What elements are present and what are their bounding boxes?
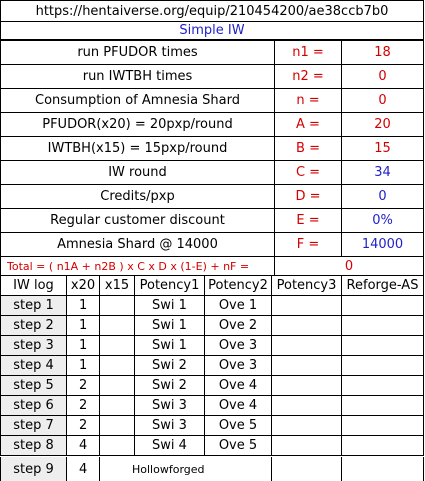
step-label: step 4: [13, 358, 54, 373]
header-x20: [67, 276, 100, 295]
x15-cell[interactable]: [100, 296, 135, 315]
subtitle: Simple IW: [179, 23, 245, 38]
potency3-cell[interactable]: [272, 316, 342, 335]
param-label: IW round: [108, 165, 167, 180]
param-row: [0, 41, 424, 65]
param-var: n1 =: [292, 45, 324, 60]
step-cell[interactable]: [0, 336, 67, 355]
x20-value: 1: [79, 318, 88, 333]
x20-cell[interactable]: [67, 416, 100, 435]
potency2-cell[interactable]: [205, 296, 272, 315]
x20-cell[interactable]: [67, 457, 100, 481]
param-value: 18: [374, 45, 391, 60]
hollowforged-note: Hollowforged: [132, 462, 205, 476]
potency2-cell[interactable]: [205, 336, 272, 355]
header-iw-log-label: IW log: [13, 278, 54, 293]
total-row: [0, 257, 424, 276]
param-var-cell: [275, 137, 342, 160]
param-value-cell[interactable]: [342, 41, 424, 64]
potency2-cell[interactable]: [205, 436, 272, 455]
header-potency2-label: Potency2: [208, 278, 268, 293]
header-potency3-label: Potency3: [276, 278, 337, 293]
step-label: step 7: [13, 418, 54, 433]
param-var: n =: [296, 93, 320, 108]
potency1-value: Swi 2: [152, 378, 187, 393]
x20-cell[interactable]: [67, 436, 100, 455]
x15-cell[interactable]: [100, 416, 135, 435]
param-var: A =: [296, 117, 320, 132]
header-x15: [100, 276, 135, 295]
potency1-cell[interactable]: [135, 396, 205, 415]
potency2-value: Ove 2: [218, 318, 258, 333]
header-potency1-label: Potency1: [139, 278, 200, 293]
reforge-as-cell[interactable]: [342, 457, 424, 481]
reforge-as-cell[interactable]: [342, 356, 424, 375]
param-label-cell: [0, 113, 275, 136]
header-reforge-as: [342, 276, 424, 295]
param-value-cell[interactable]: [342, 65, 424, 88]
header-potency1: [135, 276, 205, 295]
x20-cell[interactable]: [67, 316, 100, 335]
param-var: F =: [296, 237, 320, 252]
x20-value: 2: [79, 398, 88, 413]
reforge-as-cell[interactable]: [342, 336, 424, 355]
param-row: [0, 89, 424, 113]
equip-url[interactable]: https://hentaiverse.org/equip/210454200/ae38ccb7b0: [35, 3, 389, 19]
param-value: 14000: [361, 237, 404, 252]
x20-cell[interactable]: [67, 376, 100, 395]
step-label: step 8: [13, 438, 54, 453]
potency2-cell[interactable]: [205, 396, 272, 415]
potency1-cell[interactable]: [135, 316, 205, 335]
potency2-cell[interactable]: [205, 356, 272, 375]
step-label: step 2: [13, 318, 54, 333]
step-label: step 6: [13, 398, 54, 413]
reforge-as-cell[interactable]: [342, 436, 424, 455]
potency1-cell[interactable]: [135, 436, 205, 455]
param-var-cell: [275, 89, 342, 112]
param-label: Regular customer discount: [50, 213, 225, 228]
potency1-value: Swi 3: [152, 398, 187, 413]
potency3-cell[interactable]: [272, 396, 342, 415]
log-row: [0, 376, 424, 396]
param-value: 0: [378, 93, 387, 108]
step-cell[interactable]: [0, 296, 67, 315]
step-cell[interactable]: [0, 356, 67, 375]
param-row: [0, 113, 424, 137]
param-row: [0, 161, 424, 185]
x20-value: 4: [79, 438, 88, 453]
param-var: D =: [295, 189, 321, 204]
total-formula: Total = ( n1A + n2B ) x C x D x (1-E) + nF =: [7, 259, 250, 273]
potency1-value: Swi 1: [152, 338, 187, 353]
reforge-as-cell[interactable]: [342, 396, 424, 415]
x20-value: 2: [79, 418, 88, 433]
potency1-cell[interactable]: [135, 296, 205, 315]
note-cell[interactable]: [100, 457, 272, 481]
subtitle-row: [0, 22, 424, 41]
param-var-cell: [275, 41, 342, 64]
total-value: 0: [344, 258, 354, 274]
x15-cell[interactable]: [100, 356, 135, 375]
param-var-cell: [275, 209, 342, 232]
param-row: [0, 65, 424, 89]
param-row: [0, 137, 424, 161]
param-var: B =: [296, 141, 320, 156]
param-value-cell[interactable]: [342, 209, 424, 232]
log-row: [0, 416, 424, 436]
param-value: 15: [374, 141, 391, 156]
step-label: step 5: [13, 378, 54, 393]
potency1-value: Swi 1: [152, 298, 187, 313]
header-x20-label: x20: [70, 278, 96, 293]
log-row: [0, 396, 424, 416]
potency3-cell[interactable]: [272, 356, 342, 375]
x15-cell[interactable]: [100, 316, 135, 335]
potency3-cell[interactable]: [272, 457, 342, 481]
x20-cell[interactable]: [67, 336, 100, 355]
param-value: 34: [374, 165, 391, 180]
param-value-cell[interactable]: [342, 161, 424, 184]
param-value: 0: [378, 189, 387, 204]
param-row: [0, 233, 424, 257]
potency2-value: Ove 3: [218, 338, 258, 353]
reforge-as-cell[interactable]: [342, 376, 424, 395]
step-cell[interactable]: [0, 376, 67, 395]
potency3-cell[interactable]: [272, 436, 342, 455]
log-row: [0, 336, 424, 356]
log-row-last: [0, 457, 424, 481]
step-cell[interactable]: [0, 436, 67, 455]
param-label: IWTBH(x15) = 15pxp/round: [47, 141, 228, 156]
potency2-value: Ove 3: [218, 358, 258, 373]
potency3-cell[interactable]: [272, 416, 342, 435]
param-value: 0%: [372, 213, 393, 228]
potency1-cell[interactable]: [135, 416, 205, 435]
param-var: E =: [296, 213, 320, 228]
potency1-cell[interactable]: [135, 376, 205, 395]
param-var-cell: [275, 233, 342, 256]
param-label-cell: [0, 41, 275, 64]
param-label-cell: [0, 185, 275, 208]
reforge-as-cell[interactable]: [342, 296, 424, 315]
param-value-cell[interactable]: [342, 185, 424, 208]
param-var-cell: [275, 161, 342, 184]
param-value-cell[interactable]: [342, 233, 424, 256]
param-value: 20: [374, 117, 391, 132]
param-row: [0, 209, 424, 233]
step-cell[interactable]: [0, 396, 67, 415]
step-cell[interactable]: [0, 316, 67, 335]
step-label: step 9: [13, 461, 54, 477]
total-value-cell[interactable]: [275, 257, 424, 275]
param-var: n2 =: [292, 69, 324, 84]
step-cell[interactable]: [0, 416, 67, 435]
header-potency2: [205, 276, 272, 295]
potency2-cell[interactable]: [205, 376, 272, 395]
potency1-cell[interactable]: [135, 356, 205, 375]
param-label-cell: [0, 233, 275, 256]
param-var-cell: [275, 113, 342, 136]
param-var-cell: [275, 65, 342, 88]
step-cell[interactable]: [0, 457, 67, 481]
x15-cell[interactable]: [100, 376, 135, 395]
potency2-value: Ove 4: [218, 398, 258, 413]
param-label-cell: [0, 137, 275, 160]
potency1-value: Swi 4: [152, 438, 187, 453]
subtitle-cell: [0, 22, 424, 39]
potency3-cell[interactable]: [272, 376, 342, 395]
url-row: [0, 0, 424, 22]
header-x15-label: x15: [104, 278, 130, 293]
log-row: [0, 296, 424, 316]
param-label: PFUDOR(x20) = 20pxp/round: [42, 117, 233, 132]
potency2-value: Ove 5: [218, 418, 258, 433]
header-potency3: [272, 276, 342, 295]
x20-cell[interactable]: [67, 296, 100, 315]
x15-cell[interactable]: [100, 396, 135, 415]
param-label-cell: [0, 161, 275, 184]
x20-cell[interactable]: [67, 396, 100, 415]
param-label-cell: [0, 65, 275, 88]
step-label: step 1: [13, 298, 54, 313]
param-label: run IWTBH times: [82, 69, 193, 84]
potency1-value: Swi 3: [152, 418, 187, 433]
x20-value: 1: [79, 298, 88, 313]
log-row: [0, 436, 424, 456]
header-iw-log: [0, 276, 67, 295]
potency2-value: Ove 5: [218, 438, 258, 453]
potency2-value: Ove 4: [218, 378, 258, 393]
potency1-value: Swi 1: [152, 318, 187, 333]
x15-cell[interactable]: [100, 336, 135, 355]
param-label: run PFUDOR times: [77, 45, 198, 60]
param-value-cell[interactable]: [342, 113, 424, 136]
potency1-cell[interactable]: [135, 336, 205, 355]
log-row: [0, 356, 424, 376]
param-row: [0, 185, 424, 209]
equip-url-cell[interactable]: [0, 1, 424, 21]
param-label-cell: [0, 89, 275, 112]
potency3-cell[interactable]: [272, 296, 342, 315]
total-formula-cell: [0, 257, 275, 275]
param-value-cell[interactable]: [342, 89, 424, 112]
param-value-cell[interactable]: [342, 137, 424, 160]
param-var: C =: [295, 165, 321, 180]
param-label: Credits/pxp: [100, 189, 175, 204]
param-value: 0: [378, 69, 387, 84]
x20-cell[interactable]: [67, 356, 100, 375]
x20-value: 1: [79, 358, 88, 373]
log-header-row: [0, 276, 424, 296]
log-row: [0, 316, 424, 336]
param-label-cell: [0, 209, 275, 232]
reforge-as-cell[interactable]: [342, 316, 424, 335]
x20-value: 4: [79, 461, 88, 477]
param-label: Amnesia Shard @ 14000: [57, 237, 218, 252]
param-var-cell: [275, 185, 342, 208]
potency3-cell[interactable]: [272, 336, 342, 355]
step-label: step 3: [13, 338, 54, 353]
x15-cell[interactable]: [100, 436, 135, 455]
potency1-value: Swi 2: [152, 358, 187, 373]
potency2-value: Ove 1: [218, 298, 258, 313]
potency2-cell[interactable]: [205, 316, 272, 335]
header-reforge-as-label: Reforge-AS: [346, 278, 419, 293]
x20-value: 2: [79, 378, 88, 393]
potency2-cell[interactable]: [205, 416, 272, 435]
param-label: Consumption of Amnesia Shard: [35, 93, 240, 108]
reforge-as-cell[interactable]: [342, 416, 424, 435]
x20-value: 1: [79, 338, 88, 353]
